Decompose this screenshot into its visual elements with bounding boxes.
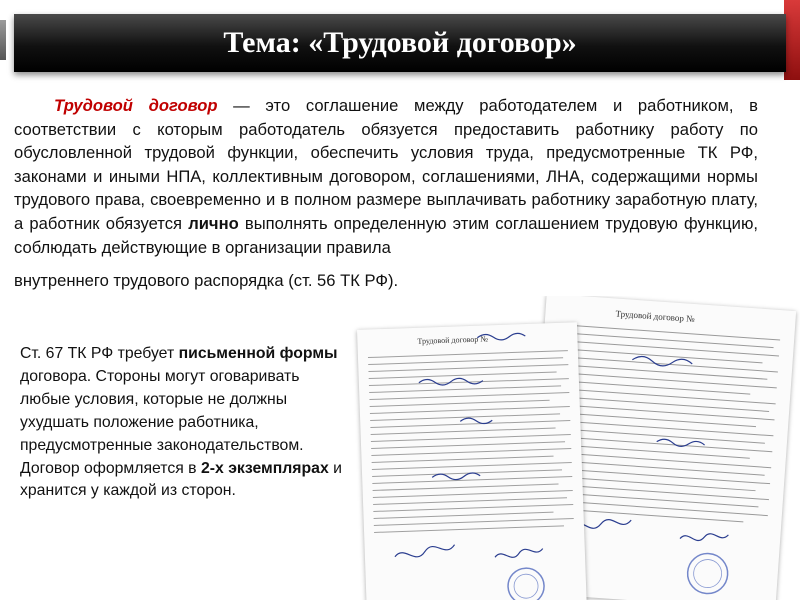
grey-side-accent (0, 20, 6, 60)
contract-front-title: Трудовой договор № (417, 334, 489, 346)
definition-text-part1: — это соглашение между работодателем и работником, в соответствии с которым работодатель обязуется предоставить работнику работу по обусловленной трудовой функции, обеспечить условия труда, предусмотренные ТК РФ, законами и иными НПА, коллективным договором, соглашениями, ЛНА, содержащими нормы трудового права, своевременно и в полном размере выплачивать работнику заработную плату, а работник обязуется (14, 96, 758, 233)
note-line3: Договор оформляется в (20, 459, 201, 477)
red-corner-accent (784, 0, 800, 80)
contract-document-images (340, 296, 800, 600)
contract-page-front-scan (357, 322, 587, 600)
note-bold-copies: 2-х экземплярах (200, 459, 329, 477)
definition-paragraph (14, 94, 758, 293)
contract-page-front (357, 322, 587, 600)
definition-text-part2: выполнять определенную этим соглашением трудовую функцию, соблюдать действующие в организации правила (14, 213, 759, 257)
title-bar (14, 14, 786, 72)
definition-term: Трудовой договор (54, 96, 218, 115)
note-text (20, 343, 350, 503)
note-bold-written-form: письменной формы (178, 345, 338, 362)
stamp-icon (507, 568, 544, 600)
note-line4: и хранится у каждой из сторон. (20, 459, 342, 500)
contract-back-title: Трудовой договор № (615, 308, 696, 325)
note-line2: договора. Стороны могут оговаривать любые условия, которые не должны ухудшать положение работника, предусмотренные законодательством. (20, 367, 304, 454)
stamp-icon (686, 552, 729, 595)
definition-bold-word: лично (188, 213, 239, 233)
definition-last-line: внутреннего трудового распорядка (ст. 56 ТК РФ). (14, 271, 399, 291)
slide-title: Тема: «Трудовой договор» (223, 26, 577, 59)
note-line1: Ст. 67 ТК РФ требует (20, 345, 179, 362)
